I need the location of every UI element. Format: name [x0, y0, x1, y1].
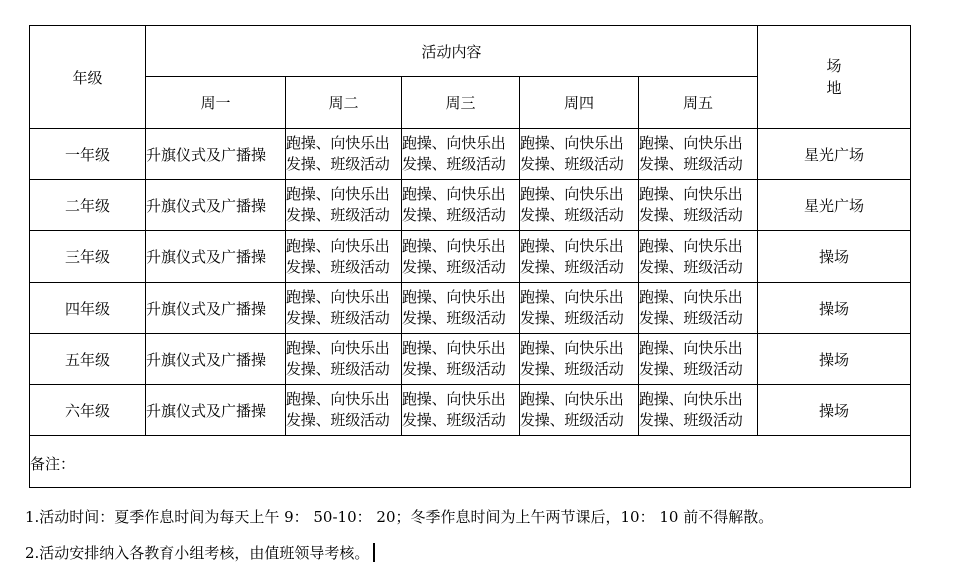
- venue-cell: 操场: [758, 283, 911, 334]
- activity-line: 跑操、向快乐出: [639, 236, 743, 255]
- activity-line: 跑操、向快乐出: [520, 134, 624, 152]
- thu-activity: [520, 385, 639, 436]
- grade-cell: 二年级: [30, 180, 146, 231]
- fri-activity: [639, 231, 758, 283]
- activity-line: 跑操、向快乐出: [286, 236, 390, 255]
- tue-activity: [286, 180, 402, 231]
- activity-line: 跑操、向快乐出: [520, 339, 624, 357]
- day-header-thu: 周四: [520, 77, 639, 129]
- activity-schedule-table: [29, 25, 911, 488]
- grade-cell: 三年级: [30, 231, 146, 283]
- grade-cell: 一年级: [30, 129, 146, 180]
- activity-line: 跑操、向快乐出: [286, 390, 390, 408]
- activity-line: 发操、班级活动: [639, 206, 743, 224]
- thu-activity: [520, 129, 639, 180]
- day-header-wed: 周三: [402, 77, 520, 129]
- venue-cell: 星光广场: [758, 180, 911, 231]
- tue-activity: [286, 385, 402, 436]
- venue-header-line2: 地: [826, 79, 842, 97]
- thu-activity: [520, 180, 639, 231]
- activity-line: 发操、班级活动: [402, 155, 506, 173]
- monday-activity: 升旗仪式及广播操: [146, 283, 286, 334]
- fri-activity: [639, 180, 758, 231]
- wed-activity: [402, 129, 520, 180]
- activity-line: 发操、班级活动: [520, 360, 624, 378]
- table-row: [30, 231, 911, 283]
- activity-line: 发操、班级活动: [639, 411, 743, 429]
- wed-activity: [402, 385, 520, 436]
- activity-line: 发操、班级活动: [286, 206, 390, 224]
- tue-activity: [286, 129, 402, 180]
- activity-line: 跑操、向快乐出: [639, 134, 743, 152]
- activity-line: 跑操、向快乐出: [402, 236, 506, 255]
- activity-line: 跑操、向快乐出: [639, 339, 743, 357]
- activity-line: 跑操、向快乐出: [286, 134, 390, 152]
- activity-line: 发操、班级活动: [520, 206, 624, 224]
- activity-line: 跑操、向快乐出: [520, 288, 624, 306]
- note-assessment: [25, 542, 375, 563]
- remarks-row: [30, 436, 911, 488]
- activity-line: 发操、班级活动: [402, 257, 506, 276]
- activity-line: 跑操、向快乐出: [520, 236, 624, 255]
- table-row: [30, 129, 911, 180]
- activity-line: 跑操、向快乐出: [402, 390, 506, 408]
- activity-line: 发操、班级活动: [520, 155, 624, 173]
- activity-line: 发操、班级活动: [520, 411, 624, 429]
- monday-activity: 升旗仪式及广播操: [146, 231, 286, 283]
- monday-activity: 升旗仪式及广播操: [146, 180, 286, 231]
- venue-cell: 操场: [758, 385, 911, 436]
- activity-line: 跑操、向快乐出: [639, 288, 743, 306]
- remarks-label: 备注：: [30, 455, 76, 473]
- monday-activity: 升旗仪式及广播操: [146, 385, 286, 436]
- activity-line: 发操、班级活动: [286, 309, 390, 327]
- activity-line: 跑操、向快乐出: [286, 339, 390, 357]
- day-header-tue: 周二: [286, 77, 402, 129]
- thu-activity: [520, 283, 639, 334]
- activity-line: 跑操、向快乐出: [402, 288, 506, 306]
- venue-cell: 星光广场: [758, 129, 911, 180]
- activity-line: 发操、班级活动: [286, 257, 390, 276]
- activity-line: 发操、班级活动: [402, 360, 506, 378]
- activity-line: 发操、班级活动: [520, 257, 624, 276]
- activity-line: 跑操、向快乐出: [639, 185, 743, 203]
- tue-activity: [286, 334, 402, 385]
- activity-line: 跑操、向快乐出: [402, 339, 506, 357]
- text-cursor: [373, 543, 375, 562]
- activity-content-header: 活动内容: [146, 26, 758, 77]
- grade-cell: 六年级: [30, 385, 146, 436]
- grade-cell: 四年级: [30, 283, 146, 334]
- note-assessment-text: 2.活动安排纳入各教育小组考核，由值班领导考核。: [25, 544, 370, 562]
- monday-activity: 升旗仪式及广播操: [146, 334, 286, 385]
- wed-activity: [402, 180, 520, 231]
- thu-activity: [520, 334, 639, 385]
- venue-cell: 操场: [758, 231, 911, 283]
- activity-line: 发操、班级活动: [402, 206, 506, 224]
- venue-header-line1: 场: [826, 57, 842, 75]
- activity-line: 发操、班级活动: [639, 155, 743, 173]
- tue-activity: [286, 231, 402, 283]
- activity-line: 发操、班级活动: [520, 309, 624, 327]
- activity-line: 发操、班级活动: [402, 309, 506, 327]
- activity-line: 发操、班级活动: [639, 257, 743, 276]
- wed-activity: [402, 334, 520, 385]
- table-row: [30, 180, 911, 231]
- fri-activity: [639, 334, 758, 385]
- venue-cell: 操场: [758, 334, 911, 385]
- activity-line: 跑操、向快乐出: [286, 288, 390, 306]
- day-header-mon: 周一: [146, 77, 286, 129]
- table-row: [30, 283, 911, 334]
- activity-line: 发操、班级活动: [639, 360, 743, 378]
- grade-cell: 五年级: [30, 334, 146, 385]
- activity-line: 跑操、向快乐出: [402, 134, 506, 152]
- table-row: [30, 334, 911, 385]
- table-row: [30, 385, 911, 436]
- activity-line: 跑操、向快乐出: [520, 390, 624, 408]
- day-header-fri: 周五: [639, 77, 758, 129]
- fri-activity: [639, 283, 758, 334]
- note-activity-time: 1.活动时间：夏季作息时间为每天上午 9： 50-10： 20；冬季作息时间为上午两节课后，10： 10 前不得解散。: [25, 508, 774, 526]
- activity-line: 跑操、向快乐出: [286, 185, 390, 203]
- activity-line: 跑操、向快乐出: [520, 185, 624, 203]
- activity-line: 跑操、向快乐出: [402, 185, 506, 203]
- fri-activity: [639, 129, 758, 180]
- activity-line: 发操、班级活动: [286, 411, 390, 429]
- fri-activity: [639, 385, 758, 436]
- wed-activity: [402, 231, 520, 283]
- thu-activity: [520, 231, 639, 283]
- activity-line: 发操、班级活动: [639, 309, 743, 327]
- venue-header: [758, 26, 911, 129]
- activity-line: 跑操、向快乐出: [639, 390, 743, 408]
- tue-activity: [286, 283, 402, 334]
- activity-line: 发操、班级活动: [402, 411, 506, 429]
- remarks-cell: [30, 436, 911, 488]
- wed-activity: [402, 283, 520, 334]
- activity-line: 发操、班级活动: [286, 155, 390, 173]
- grade-header: 年级: [30, 26, 146, 129]
- monday-activity: 升旗仪式及广播操: [146, 129, 286, 180]
- activity-line: 发操、班级活动: [286, 360, 390, 378]
